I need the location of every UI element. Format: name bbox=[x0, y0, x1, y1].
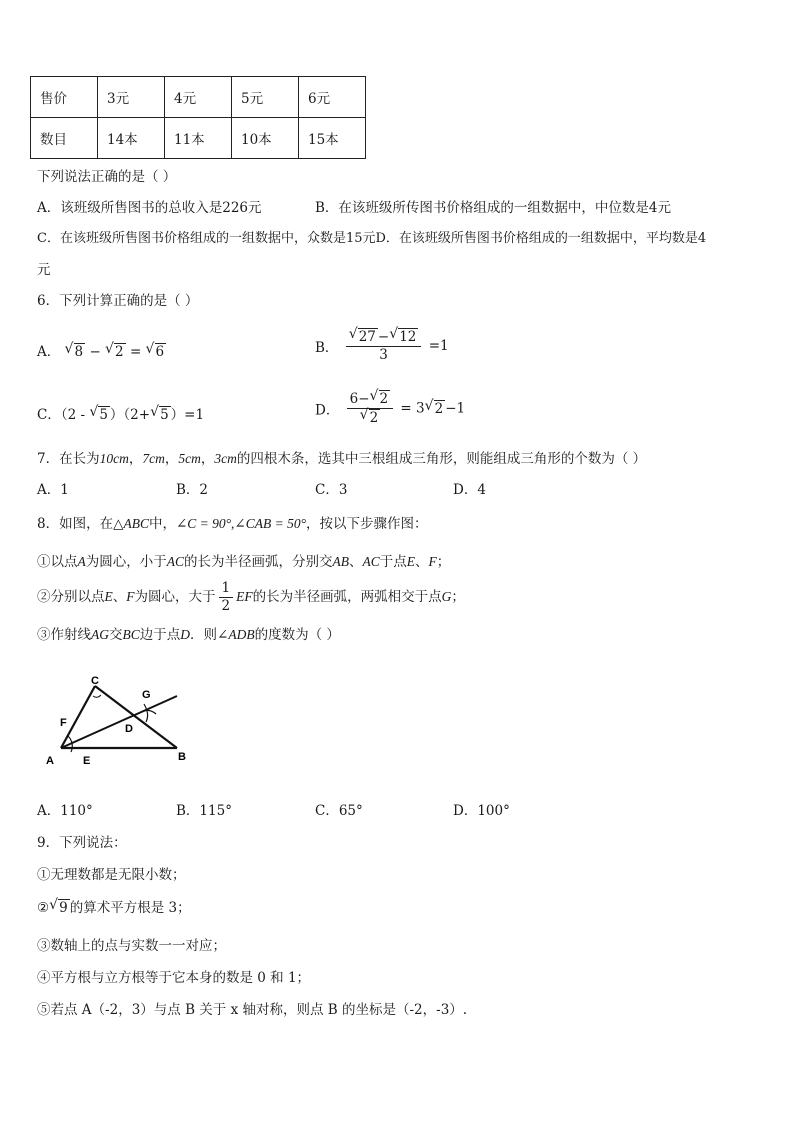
table-cell: 3元 bbox=[98, 77, 165, 118]
text: 交 bbox=[109, 627, 123, 643]
math: AB bbox=[332, 554, 350, 569]
q8-step-3 bbox=[37, 626, 340, 644]
fraction bbox=[347, 390, 394, 427]
q7-option-c: C．3 bbox=[315, 482, 348, 498]
fraction bbox=[219, 580, 234, 615]
label-g: G bbox=[142, 689, 151, 701]
math: ∠ADB bbox=[217, 627, 255, 642]
math: ∠C = 90°,∠CAB = 50° bbox=[175, 516, 307, 531]
sqrt: √ 9 bbox=[58, 899, 70, 916]
math: BC bbox=[122, 627, 140, 642]
operator: − bbox=[377, 329, 390, 345]
text: 的四根木条，选其中三根组成三角形，则能组成三角形的个数为（ ） bbox=[236, 451, 647, 467]
q9-statement-3: ③数轴上的点与实数一一对应； bbox=[37, 938, 226, 954]
math: 7cm bbox=[142, 451, 165, 466]
math: E bbox=[406, 554, 416, 569]
denominator: 3 bbox=[379, 347, 388, 363]
q9-statement-2 bbox=[37, 899, 191, 917]
table-cell: 6元 bbox=[299, 77, 366, 118]
label-e: E bbox=[83, 755, 91, 767]
text: ③作射线 bbox=[37, 627, 91, 643]
q8-step-2 bbox=[37, 580, 465, 615]
text: 为圆心，小于 bbox=[85, 554, 167, 570]
q7-option-d: D．4 bbox=[453, 482, 486, 498]
label-d: D bbox=[125, 723, 133, 735]
q6-option-b bbox=[315, 328, 449, 364]
math: A bbox=[77, 554, 86, 569]
table-cell: 5元 bbox=[232, 77, 299, 118]
text: 的长为半径画弧，两弧相交于点 bbox=[252, 589, 442, 605]
table-cell: 数目 bbox=[31, 118, 98, 159]
math: F bbox=[428, 554, 437, 569]
math: F bbox=[126, 589, 135, 604]
sqrt: √ 5 bbox=[98, 406, 110, 423]
q6-option-c bbox=[37, 403, 204, 423]
q7-stem bbox=[37, 450, 646, 468]
text: 的算术平方根是 3； bbox=[69, 900, 191, 916]
text: 8．如图，在 bbox=[37, 516, 114, 532]
math: AC bbox=[362, 554, 380, 569]
table-cell: 11本 bbox=[165, 118, 232, 159]
q8-stem bbox=[37, 515, 428, 533]
math: 10cm bbox=[99, 451, 129, 466]
side-cb bbox=[95, 686, 177, 748]
option-label: C． bbox=[37, 407, 61, 423]
table-cell: 10本 bbox=[232, 118, 299, 159]
sqrt: √ 8 bbox=[74, 343, 86, 360]
text: ， bbox=[200, 451, 215, 467]
text: ② bbox=[37, 900, 50, 916]
math: 3cm bbox=[214, 451, 237, 466]
table-cell: 14本 bbox=[98, 118, 165, 159]
denominator: 2 bbox=[221, 598, 231, 614]
sqrt: √ 12 bbox=[398, 328, 418, 345]
expression: 6− bbox=[349, 391, 370, 407]
q8-option-b: B．115° bbox=[176, 803, 232, 819]
q9-stem: 9．下列说法： bbox=[37, 835, 127, 851]
text: 7．在长为 bbox=[37, 451, 100, 467]
numerator bbox=[347, 390, 394, 409]
text: ， bbox=[128, 451, 143, 467]
text: 、 bbox=[349, 554, 363, 570]
sqrt: √ 27 bbox=[358, 328, 378, 345]
expression: −1 bbox=[445, 400, 466, 417]
q5-option-a: A．该班级所售图书的总收入是226元 bbox=[37, 200, 262, 216]
arc-g-2 bbox=[142, 710, 156, 714]
triangle-figure bbox=[38, 668, 198, 772]
math: AC bbox=[166, 554, 185, 569]
text: ．则 bbox=[190, 627, 218, 643]
q5-option-b: B．在该班级所传图书价格组成的一组数据中，中位数是4元 bbox=[315, 200, 672, 216]
option-label: B． bbox=[315, 340, 339, 356]
label-b: B bbox=[178, 751, 186, 763]
table-cell: 4元 bbox=[165, 77, 232, 118]
q8-option-a: A．110° bbox=[37, 803, 93, 819]
operator: − bbox=[89, 344, 101, 360]
sqrt: √ 6 bbox=[155, 343, 167, 360]
table-row bbox=[31, 77, 366, 118]
text: 的长为半径画弧，分别交 bbox=[184, 554, 333, 570]
text: ， bbox=[164, 451, 179, 467]
sqrt: √ 2 bbox=[369, 409, 381, 426]
q7-option-b: B．2 bbox=[176, 482, 209, 498]
table-cell: 售价 bbox=[31, 77, 98, 118]
expression: ）（2+ bbox=[109, 407, 151, 423]
label-c: C bbox=[91, 675, 99, 687]
q8-step-1 bbox=[37, 553, 450, 571]
q6-option-a bbox=[37, 340, 166, 360]
q5-option-cd: C．在该班级所售图书价格组成的一组数据中，众数是15元D．在该班级所售图书价格组成的一组数据中，平均数是4 bbox=[37, 231, 707, 246]
price-table bbox=[30, 76, 366, 159]
expression: = 3 bbox=[400, 400, 425, 417]
q9-statement-4: ④平方根与立方根等于它本身的数是 0 和 1； bbox=[37, 970, 311, 986]
operator: =1 bbox=[428, 338, 449, 354]
text: ； bbox=[436, 554, 451, 570]
math: D bbox=[180, 627, 191, 642]
arc-g-1 bbox=[144, 704, 148, 722]
expression: ）=1 bbox=[170, 407, 205, 423]
math: AG bbox=[91, 627, 109, 642]
math: EF bbox=[236, 589, 253, 604]
math: 5cm bbox=[178, 451, 201, 466]
numerator bbox=[346, 328, 422, 347]
q6-stem: 6．下列计算正确的是（ ） bbox=[37, 293, 199, 309]
math: △ABC bbox=[113, 516, 149, 531]
q6-option-d bbox=[315, 390, 465, 427]
text: ，按以下步骤作图： bbox=[306, 516, 428, 532]
text: ； bbox=[451, 589, 465, 605]
text: 、 bbox=[415, 554, 429, 570]
option-label: D． bbox=[315, 402, 340, 419]
sqrt: √ 2 bbox=[434, 400, 446, 417]
expression: （2 - bbox=[60, 407, 90, 423]
sqrt: √ 5 bbox=[159, 406, 171, 423]
math: G bbox=[441, 589, 452, 604]
q8-option-c: C．65° bbox=[315, 803, 363, 819]
numerator: 1 bbox=[219, 580, 234, 598]
q8-option-d: D．100° bbox=[453, 803, 510, 819]
sqrt: √ 2 bbox=[114, 343, 126, 360]
q9-statement-1: ①无理数都是无限小数； bbox=[37, 867, 186, 883]
q9-statement-5: ⑤若点 A（-2，3）与点 B 关于 x 轴对称，则点 B 的坐标是（-2，-3）. bbox=[37, 1002, 468, 1018]
text: 边于点 bbox=[139, 627, 181, 643]
q5-stem: 下列说法正确的是（ ） bbox=[37, 169, 177, 185]
text: ②分别以点 bbox=[37, 589, 105, 605]
operator: = bbox=[129, 344, 142, 360]
label-f: F bbox=[60, 717, 67, 729]
text: 于点 bbox=[379, 554, 407, 570]
label-a: A bbox=[46, 755, 54, 767]
text: ①以点 bbox=[37, 554, 78, 570]
right-angle-mark bbox=[93, 695, 101, 697]
math: E bbox=[104, 589, 113, 604]
text: 中， bbox=[148, 516, 176, 532]
table-cell: 15本 bbox=[299, 118, 366, 159]
table-row bbox=[31, 118, 366, 159]
text: 、 bbox=[112, 589, 127, 605]
option-label: A． bbox=[37, 344, 61, 360]
text: 的度数为（ ） bbox=[254, 627, 340, 643]
sqrt: √ 2 bbox=[379, 390, 391, 407]
q7-option-a: A．1 bbox=[37, 482, 69, 498]
fraction bbox=[346, 328, 422, 364]
q5-option-cd-wrap: 元 bbox=[37, 262, 51, 278]
text: 为圆心，大于 bbox=[134, 589, 216, 605]
denominator bbox=[347, 409, 394, 427]
